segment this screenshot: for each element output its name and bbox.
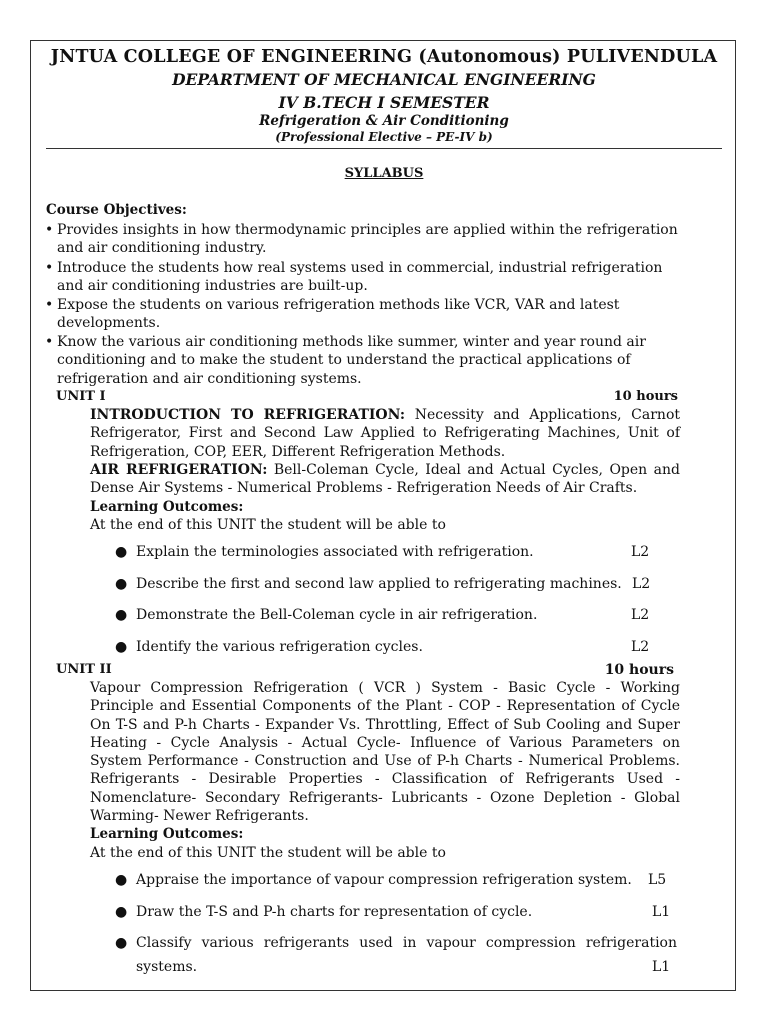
unit-2-outcomes-intro: At the end of this UNIT the student will be able to — [90, 845, 446, 861]
unit-1-outcomes-intro: At the end of this UNIT the student will be able to — [90, 517, 446, 533]
unit-1-hours: 10 hours — [613, 389, 678, 404]
header-divider — [46, 148, 722, 149]
unit-2-header — [56, 662, 674, 677]
bullet-icon: ● — [115, 544, 128, 560]
unit-2-content: Vapour Compression Refrigeration ( VCR ) System - Basic Cycle - Working Principle and Essential Components of the Plant - COP - Representation of Cycle On T-S and P-h Charts - Expander Vs. Throttling, Effect of Sub Cooling and Super Heating - Cycle Analysis - Actual Cycle- Influence of Various Parameters on System Performance - Construction and Use of P-h Charts - Numerical Problems. Refrigerants - Desirable Properties - Classification of Refrigerants Used - Nomenclature- Secondary Refrigerants- Lubricants - Ozone Depletion - Global Warming- Newer Refrigerants. — [90, 680, 680, 825]
unit-1-introduction: INTRODUCTION TO REFRIGERATION: Necessity and Applications, Carnot Refrigerator, First and Second Law Applied to Refrigerating Machines, Unit of Refrigeration, COP, EER, Different Refrigeration Methods. — [90, 407, 680, 460]
unit-2-title: UNIT II — [56, 662, 112, 677]
bullet-icon: ● — [115, 904, 128, 920]
unit-1-outcomes-heading: Learning Outcomes: — [90, 499, 244, 515]
bullet-icon: ● — [115, 639, 128, 655]
college-name: JNTUA COLLEGE OF ENGINEERING (Autonomous) PULIVENDULA — [50, 47, 718, 67]
outcome-item: ● Classify various refrigerants used in vapour compression refrigeration systems. L1 — [115, 935, 677, 975]
course-title: Refrigeration & Air Conditioning — [259, 113, 509, 129]
department-name: DEPARTMENT OF MECHANICAL ENGINEERING — [172, 70, 596, 89]
bullet-icon: ● — [115, 576, 128, 592]
unit-1-air-refrigeration: AIR REFRIGERATION: Bell-Coleman Cycle, Ideal and Actual Cycles, Open and Dense Air Systems - Numerical Problems - Refrigeration Needs of Air Crafts. — [90, 462, 680, 497]
bullet-icon: • — [45, 334, 54, 350]
bullet-icon: ● — [115, 935, 128, 951]
bullet-icon: ● — [115, 607, 128, 623]
objectives-heading: Course Objectives: — [46, 202, 187, 218]
elective-label: (Professional Elective – PE-IV b) — [275, 130, 493, 144]
bullet-icon: • — [45, 222, 54, 238]
unit-1-title: UNIT I — [56, 389, 106, 404]
unit-1-header — [56, 389, 678, 404]
unit-2-outcomes-heading: Learning Outcomes: — [90, 826, 244, 842]
bullet-icon: • — [45, 297, 54, 313]
bullet-icon: • — [45, 260, 54, 276]
unit-2-hours: 10 hours — [604, 662, 674, 678]
semester-title: IV B.TECH I SEMESTER — [278, 93, 490, 112]
bullet-icon: ● — [115, 872, 128, 888]
syllabus-heading: SYLLABUS — [344, 166, 424, 181]
